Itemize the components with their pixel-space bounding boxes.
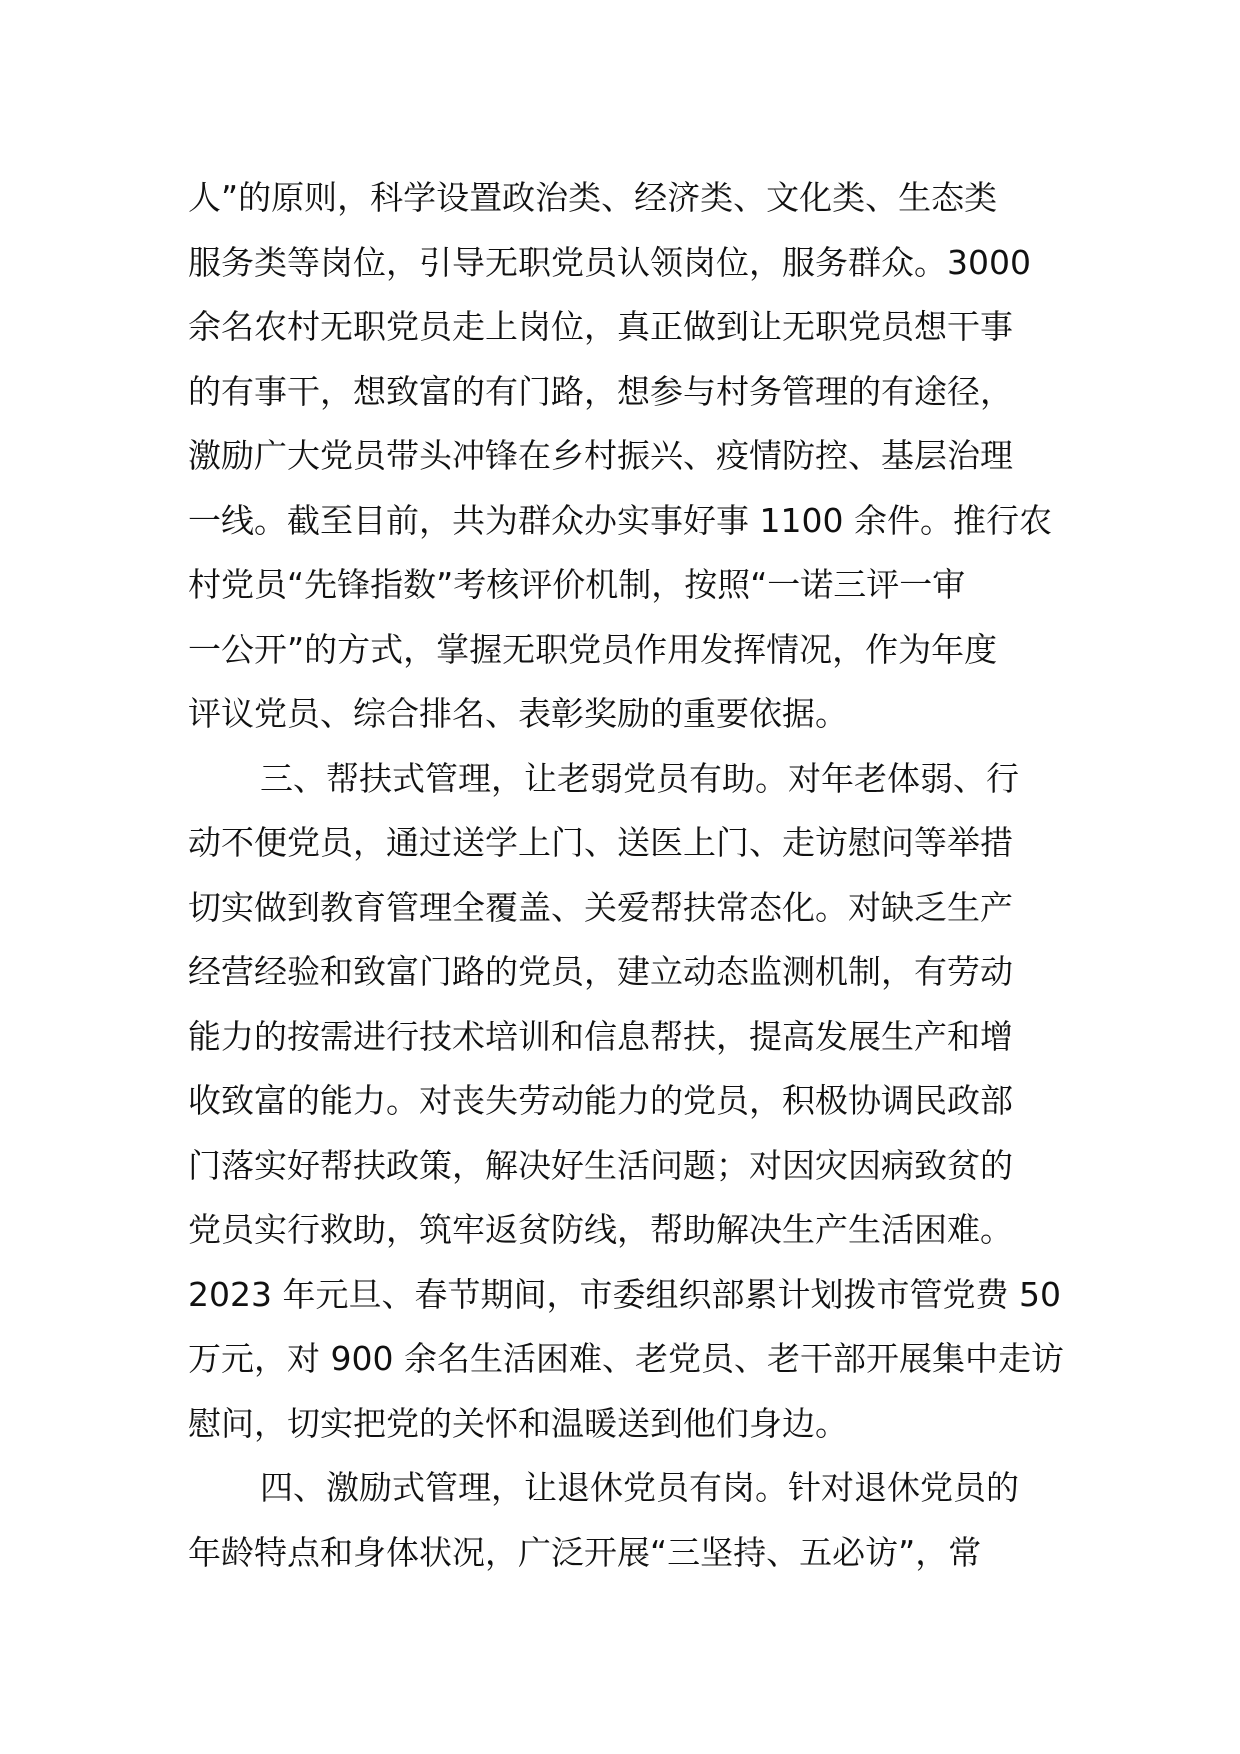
text-line: 动不便党员，通过送学上门、送医上门、走访慰问等举措 [188,823,1013,862]
text-line: 的有事干，想致富的有门路，想参与村务管理的有途径， [188,371,1013,411]
text-line: 经营经验和致富门路的党员，建立动态监测机制，有劳动 [188,952,1013,991]
text-line: 人”的原则，科学设置政治类、经济类、文化类、生态类 [188,178,998,217]
text-line: 门落实好帮扶政策，解决好生活问题；对因灾因病致贫的 [188,1145,1013,1185]
text-line: 能力的按需进行技术培训和信息帮扶，提高发展生产和增 [188,1016,1013,1056]
text-line: 慰问，切实把党的关怀和温暖送到他们身边。 [188,1403,848,1443]
text-line: 一公开”的方式，掌握无职党员作用发挥情况，作为年度 [188,629,998,669]
text-line: 服务类等岗位，引导无职党员认领岗位，服务群众。3000 [188,242,1031,282]
text-line: 切实做到教育管理全覆盖、关爱帮扶常态化。对缺乏生产 [188,887,1013,927]
text-line: 村党员“先锋指数”考核评价机制，按照“一诺三评一审 [188,565,966,604]
text-line: 2023 年元旦、春节期间，市委组织部累计划拨市管党费 50 [188,1274,1061,1314]
text-line: 万元，对 900 余名生活困难、老党员、老干部开展集中走访 [188,1339,1064,1378]
section-heading-line: 三、帮扶式管理，让老弱党员有助。对年老体弱、行 [260,758,1019,798]
text-line: 一线。截至目前，共为群众办实事好事 1100 余件。推行农 [188,500,1052,540]
document-body [188,166,1064,1585]
section-heading-line: 四、激励式管理，让退休党员有岗。针对退休党员的 [260,1468,1019,1507]
text-line: 余名农村无职党员走上岗位，真正做到让无职党员想干事 [188,307,1013,346]
text-line: 年龄特点和身体状况，广泛开展“三坚持、五必访”，常 [188,1532,982,1572]
text-line: 评议党员、综合排名、表彰奖励的重要依据。 [188,694,848,733]
text-line: 激励广大党员带头冲锋在乡村振兴、疫情防控、基层治理 [188,436,1013,475]
text-line: 党员实行救助，筑牢返贫防线，帮助解决生产生活困难。 [188,1210,1013,1249]
text-line: 收致富的能力。对丧失劳动能力的党员，积极协调民政部 [188,1081,1013,1120]
